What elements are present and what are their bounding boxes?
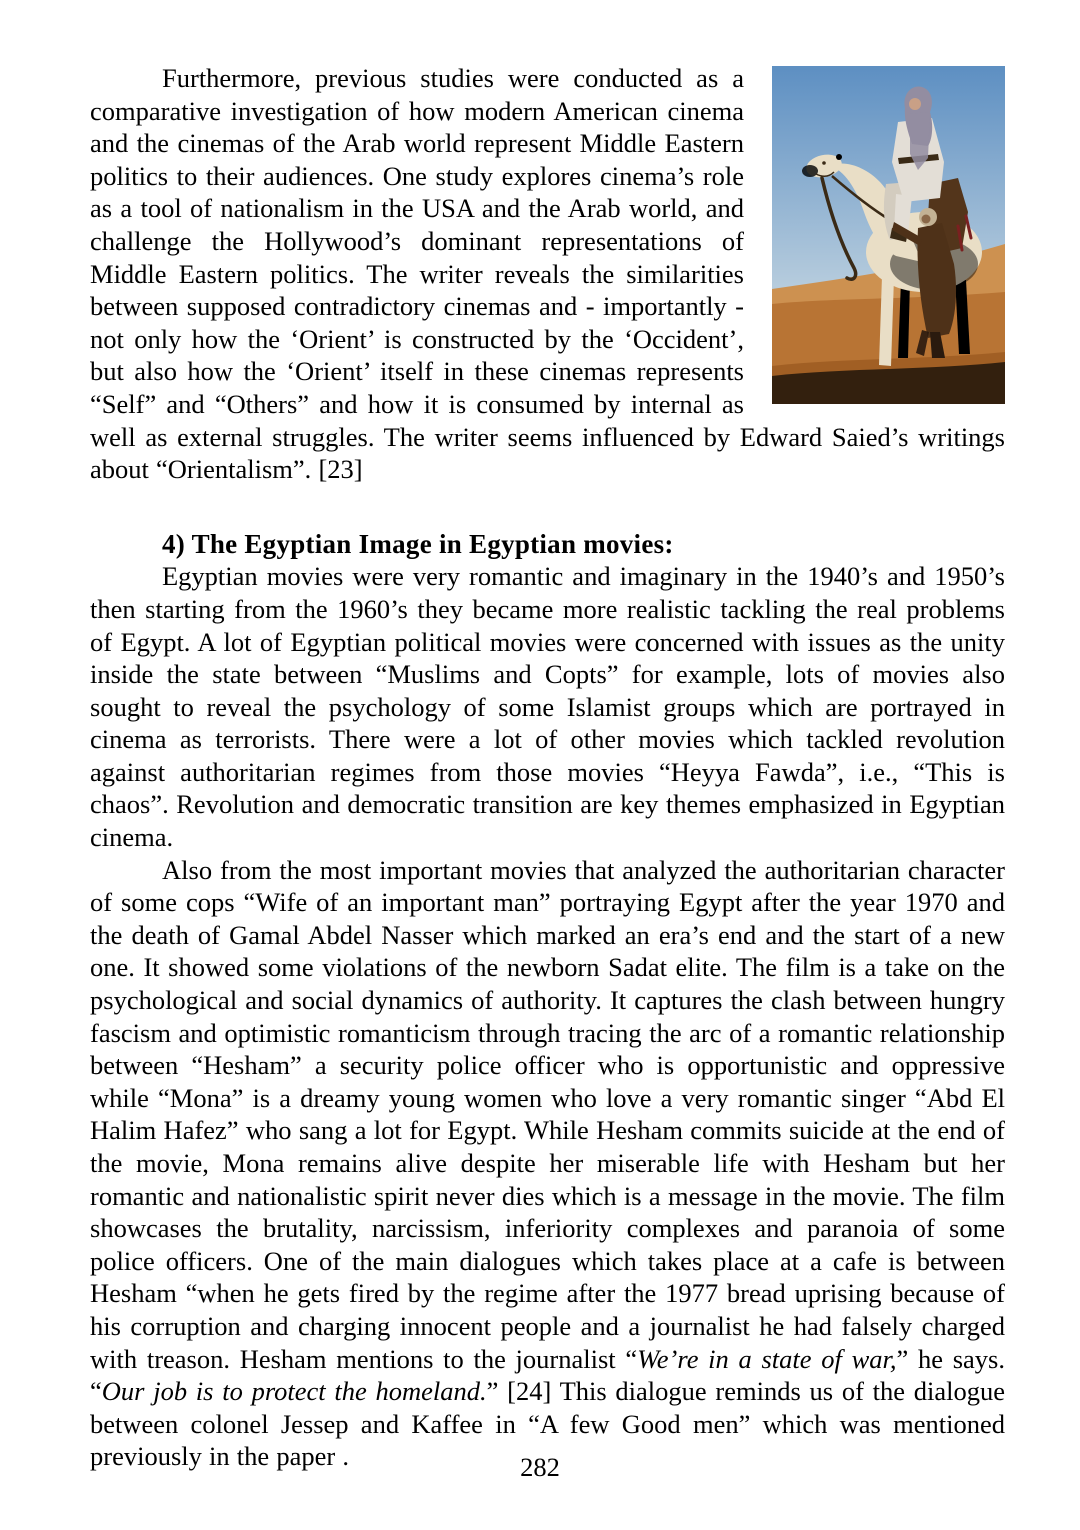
page-number: 282	[520, 1452, 560, 1482]
paragraph-text-run: Also from the most important movies that analyzed the authoritarian character of some cops “Wife of an important man” portraying Egypt after the year 1970 and the death of Gamal Abdel Nasser which marked an era’s end and the start of a new one. It showed some violations of the newborn Sadat elite. The film is a take on the psychological and social dynamics of authority. It captures the clash between hungry fascism and optimistic romanticism through tracing the arc of a romantic relationship between “Hesham” a security police officer who is opportunistic and oppressive while “Mona” is a dreamy young women who love a very romantic singer “Abd El Halim Hafez” who sang a lot for Egypt. While Hesham commits suicide at the end of the movie, Mona remains alive despite her miserable life with Hesham but her romantic and nationalistic spirit never dies which is a message in the movie. The film showcases the brutality, narcissism, inferiority complexes and paranoia of some police officers. One of the main dialogues which takes place at a cafe is between Hesham “when he gets fired by the regime after the 1977 bread uprising because of his corruption and charging innocent people and a journalist he had falsely charged with treason. Hesham mentions to the journalist “	[90, 854, 1005, 1374]
camel-eye	[822, 161, 826, 165]
paragraph-egyptian-movies-text: Egyptian movies were very romantic and imaginary in the 1940’s and 1950’s then starting from the 1960’s they became more realistic tackling the real problems of Egypt. A lot of Egyptian political movies were concerned with issues as the unity inside the state between “Muslims and Copts” for example, lots of movies also sought to reveal the psychology of some Islamist groups which are portrayed in cinema as terrorists. There were a lot of other movies which tackled revolution against authoritarian regimes from those movies “Heyya Fawda”, i.e., “This is chaos”. Revolution and democratic transition are key themes emphasized in Egyptian cinema.	[90, 561, 1005, 853]
rider-face	[909, 98, 921, 110]
paragraph-text-run: ” [24] This dialogue reminds us of the dialogue between colonel Jessep and Kaffee in “A few Good men” which was mentioned previously in the paper .	[90, 1376, 1006, 1472]
paragraph-wife-of-important-man	[90, 854, 1005, 1473]
paragraph-previous-studies-text: Furthermore, previous studies were conducted as a comparative investigation of how modern American cinema and the cinemas of the Arab world represent Middle Eastern politics to their audiences. One study explores cinema’s role as a tool of nationalism in the USA and the Arab world, and challenge the Hollywood’s dominant representations of Middle Eastern politics. The writer reveals the similarities between supposed contradictory cinemas and - importantly - not only how the ‘Orient’ is constructed by the ‘Occident’, but also how the ‘Orient’ itself in these cinemas represents “Self” and “Others” and how it is consumed by internal as well as external struggles. The writer seems influenced by Edward Saied’s writings about “Orientalism”. [23]	[90, 63, 1005, 485]
paragraph-egyptian-movies	[90, 560, 1005, 853]
paragraph-text-run: ” he says. “	[90, 1343, 1005, 1407]
camel-muzzle	[802, 165, 818, 177]
walker-face	[922, 215, 931, 224]
camel-photo-illustration	[772, 66, 1005, 404]
dialogue-quote-italic: We’re in a state of war,	[637, 1343, 897, 1374]
camel-photo	[772, 66, 1005, 404]
section-heading: 4) The Egyptian Image in Egyptian movies:	[162, 528, 674, 559]
dialogue-quote-italic: Our job is to protect the homeland.	[101, 1376, 487, 1407]
camel-ear	[836, 154, 842, 160]
